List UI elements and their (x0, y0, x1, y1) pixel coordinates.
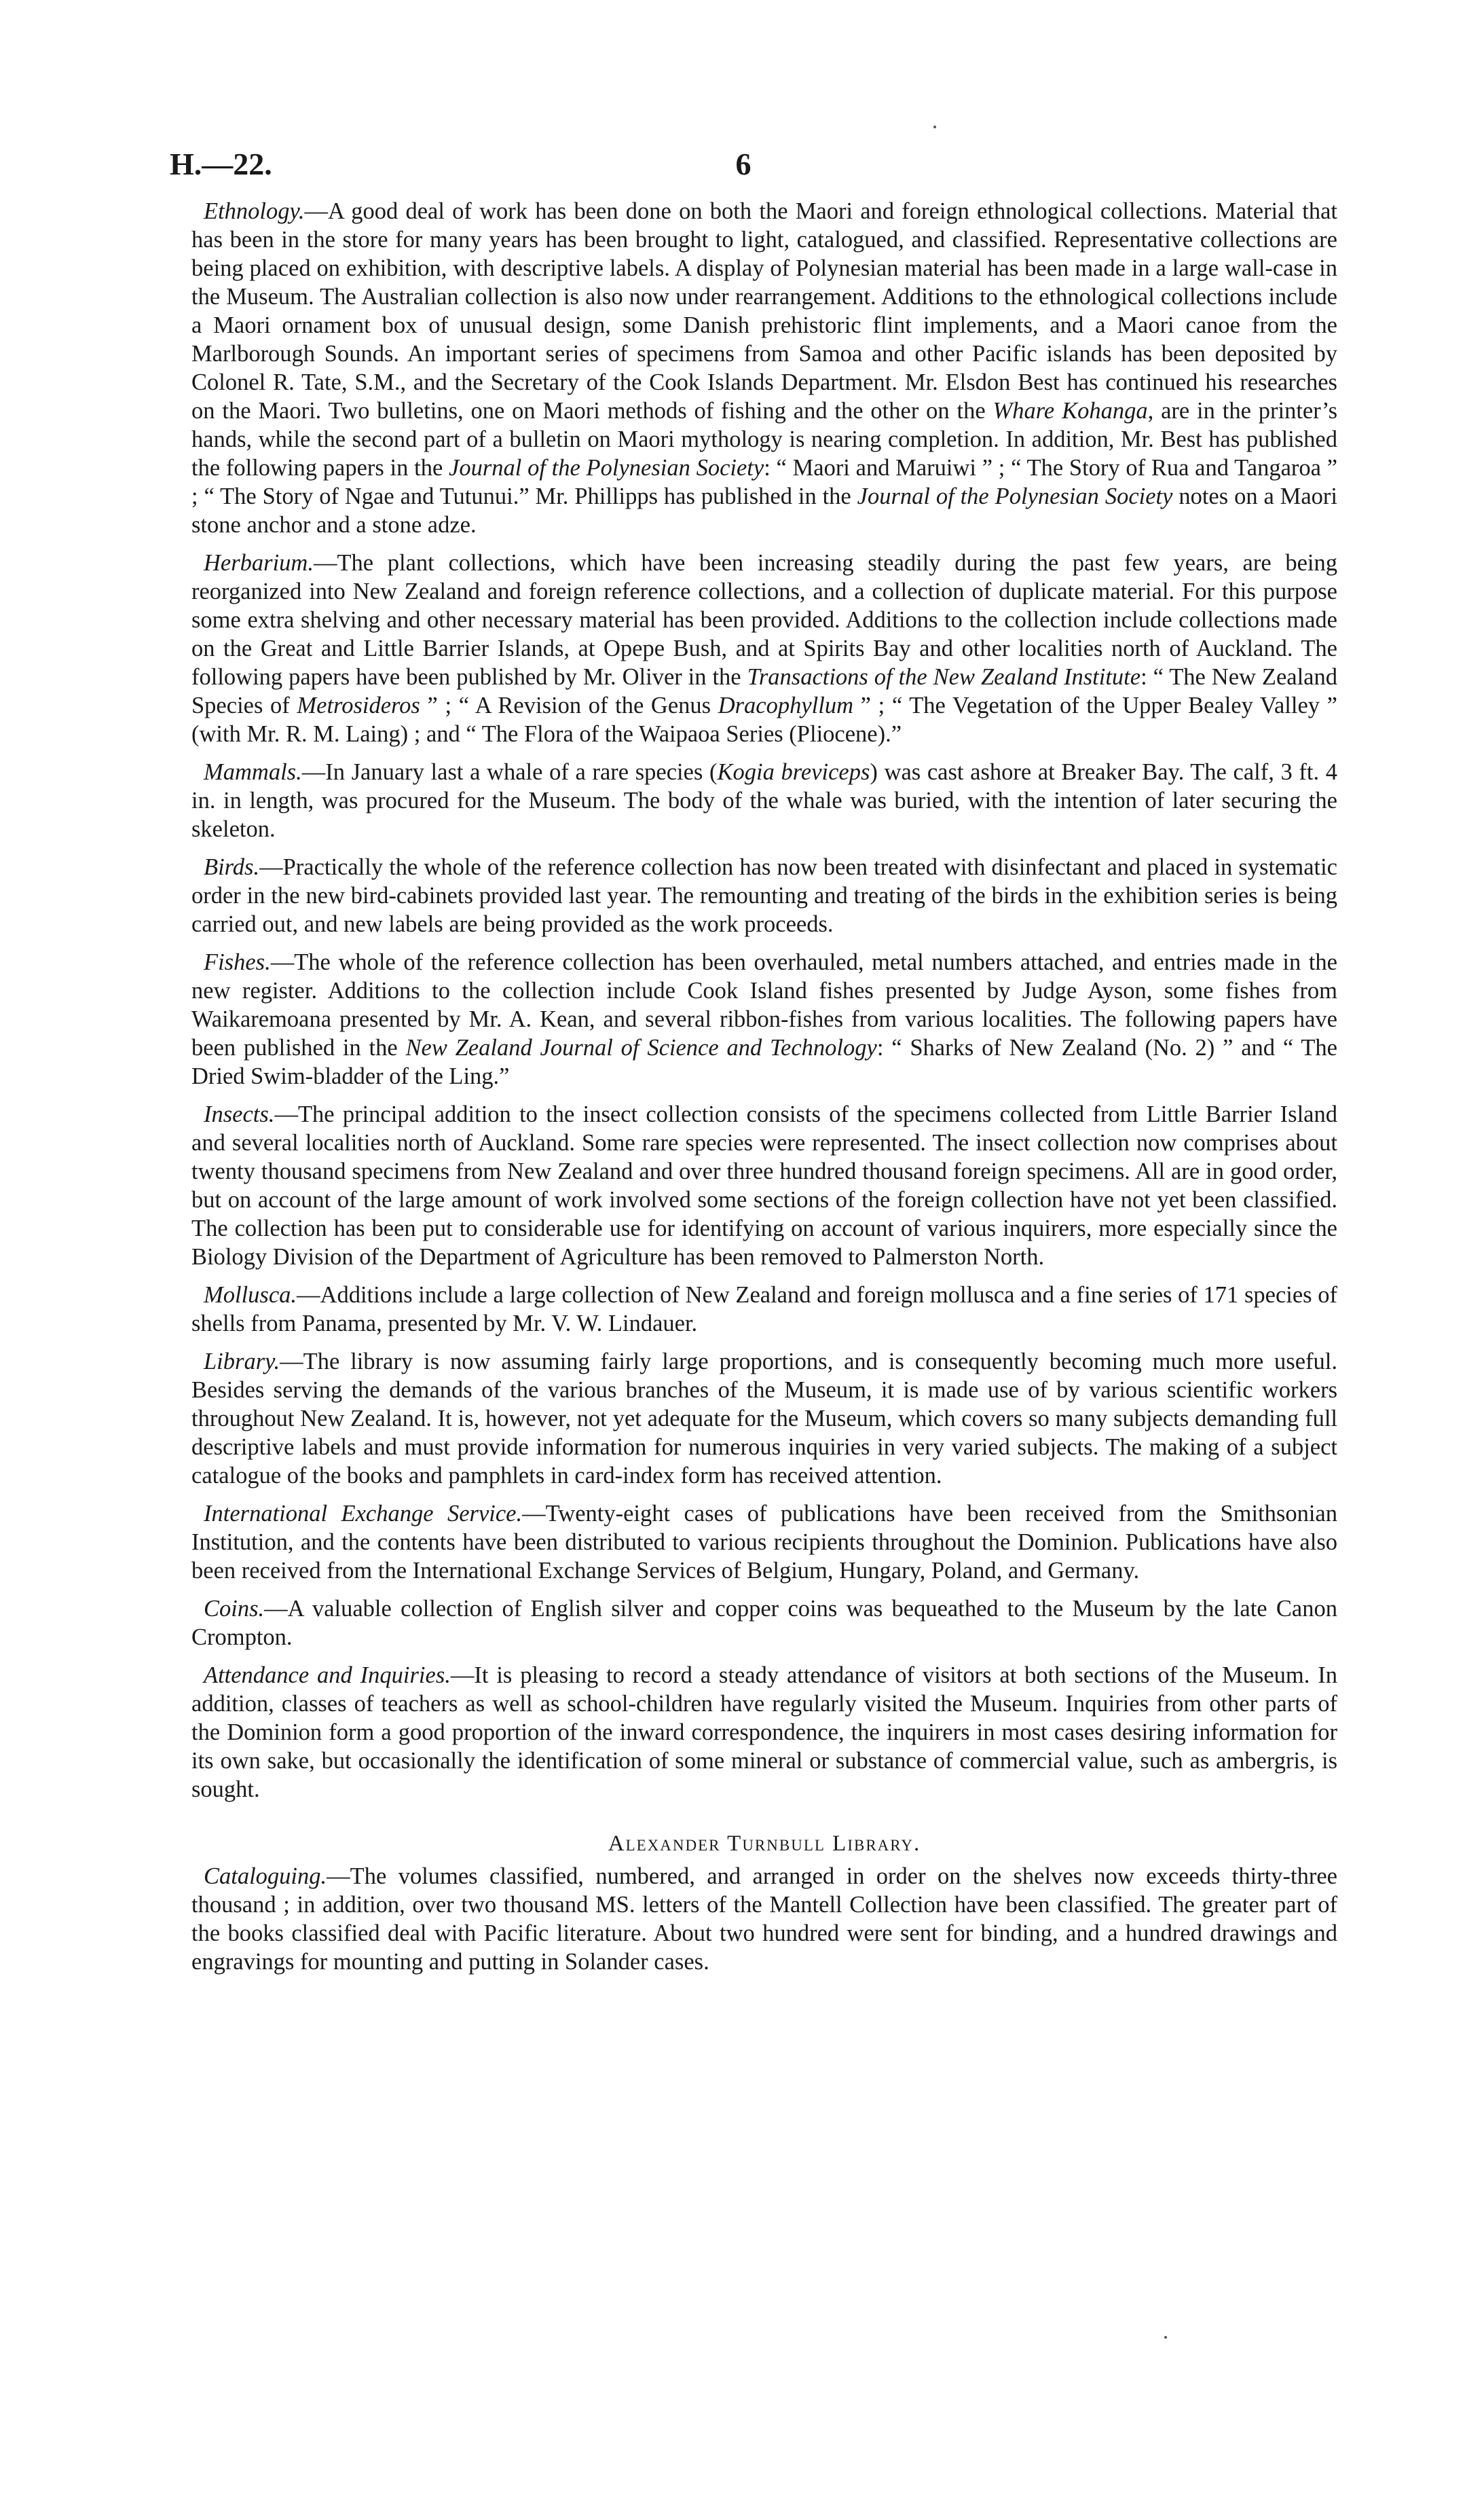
paragraph-text: —The principal addition to the insect collection consists of the specimens collected from Little Barrier Island and several localities north of Auckland. Some rare species were represented. The insect collection now comprises about twenty thousand specimens from New Zealand and over three hundred thousand foreign specimens. All are in good order, but on account of the large amount of work involved some sections of the foreign collection have not yet been classified. The collection has been put to considerable use for identifying on account of various inquirers, more especially since the Biology Division of the Department of Agriculture has been removed to Palmerston North. (191, 1101, 1337, 1270)
paragraph-text: —It is pleasing to record a steady attendance of visitors at both sections of the Museum. In addition, classes of teachers as well as school-children have regularly visited the Museum. Inquiries from other parts of the Dominion form a good proportion of the inward correspondence, the inquirers in most cases desiring information for its own sake, but occasionally the identification of some mineral or substance of commercial value, such as ambergris, is sought. (191, 1662, 1337, 1802)
paragraph-lead: Birds. (204, 854, 260, 880)
section-paragraph (191, 1594, 1337, 1651)
paragraph-text: —The whole of the reference collection has been overhauled, metal numbers attached, and entries made in the new register. Additions to the collection include Cook Island fishes presented by Judge Ayson, some fishes from Waikaremoana presented by Mr. A. Kean, and several ribbon-fishes from various localities. The following papers have been published in the (191, 949, 1337, 1061)
paragraph-text: —Practically the whole of the reference collection has now been treated with disinfectant and placed in systematic order in the new bird-cabinets provided last year. The remounting and treating of the birds in the exhibition series is being carried out, and new labels are being provided as the work proceeds. (191, 854, 1337, 937)
paragraph-lead: Cataloguing. (204, 1863, 327, 1889)
section-paragraph (191, 758, 1337, 843)
paragraph-text: , are in the printer’s hands, while the second part of a bulletin on Maori mythology is nearing completion. In addition, Mr. Best has published the following papers in the (191, 398, 1338, 481)
paragraph-lead: Attendance and Inquiries. (204, 1662, 451, 1688)
italic-text: Kogia breviceps (717, 759, 870, 785)
scan-speck (933, 126, 936, 128)
paragraph-text: —The volumes classified, numbered, and arranged in order on the shelves now exceeds thirty-three thousand ; in addition, over two thousand MS. letters of the Mantell Collection have been classified. The greater part of the books classified deal with Pacific literature. About two hundred were sent for binding, and a hundred drawings and engravings for mounting and putting in Solander cases. (191, 1863, 1337, 1975)
paragraph-lead: Herbarium. (204, 550, 314, 576)
section-paragraph (191, 1100, 1337, 1271)
paragraph-text: —Additions include a large collection of New Zealand and foreign mollusca and a fine series of 171 species of shells from Panama, presented by Mr. V. W. Lindauer. (191, 1282, 1337, 1336)
italic-text: Dracophyllum (718, 693, 854, 718)
paragraph-text: notes on a Maori stone anchor and a stone adze. (191, 483, 1337, 538)
paragraph-lead: Fishes. (204, 949, 271, 975)
paragraph-text: —A valuable collection of English silver and copper coins was bequeathed to the Museum by the late Canon Crompton. (191, 1596, 1337, 1650)
paragraph-text: ” ; “ A Revision of the Genus (420, 693, 718, 718)
paragraph-text: —The plant collections, which have been increasing steadily during the past few years, are being reorganized into New Zealand and foreign reference collections, and a collection of duplicate material. For this purpose some extra shelving and other necessary material has been provided. Additions to the collection include collections made on the Great and Little Barrier Islands, at Opepe Bush, and at Spirits Bay and other localities north of Auckland. The following papers have been published by Mr. Oliver in the (191, 550, 1337, 690)
section-paragraph (191, 1499, 1337, 1585)
section-paragraph (191, 948, 1337, 1091)
paragraph-lead: Mollusca. (204, 1282, 297, 1308)
paragraph-lead: Ethnology. (204, 198, 305, 224)
italic-text: Metrosideros (297, 693, 420, 718)
paragraph-text: —A good deal of work has been done on both the Maori and foreign ethnological collections. Material that has been in the store for many years has been brought to light, catalogued, and classified. Representative collections are being placed on exhibition, with descriptive labels. A display of Polynesian material has been made in a large wall-case in the Museum. The Australian collection is also now under rearrangement. Additions to the ethnological collections include a Maori ornament box of unusual design, some Danish prehistoric flint implements, and a Maori canoe from the Marlborough Sounds. An important series of specimens from Samoa and other Pacific islands has been deposited by Colonel R. Tate, S.M., and the Secretary of the Cook Islands Department. Mr. Elsdon Best has continued his researches on the Maori. Two bulletins, one on Maori methods of fishing and the other on the (191, 198, 1337, 424)
paragraph-text: ) was cast ashore at Breaker Bay. The calf, 3 ft. 4 in. in length, was procured for the Museum. The body of the whale was buried, with the intention of later securing the skeleton. (191, 759, 1337, 842)
italic-text: Transactions of the New Zealand Institute (747, 664, 1141, 690)
italic-text: Whare Kohanga (993, 398, 1148, 424)
paragraph-lead: International Exchange Service. (204, 1501, 523, 1527)
section-paragraph (191, 197, 1337, 539)
section-paragraph (191, 1281, 1337, 1338)
section-paragraph (191, 853, 1337, 938)
italic-text: Journal of the Polynesian Society (857, 483, 1173, 509)
section-paragraph (191, 1347, 1337, 1490)
cataloguing-paragraph (191, 1862, 1337, 1976)
paragraph-lead: Mammals. (204, 759, 302, 785)
paragraph-text: ” ; “ The Vegetation of the Upper Bealey Valley ” (with Mr. R. M. Laing) ; and “ The Flora of the Waipaoa Series (Pliocene).” (191, 693, 1337, 747)
italic-text: New Zealand Journal of Science and Technology (405, 1035, 877, 1061)
paragraph-text: —The library is now assuming fairly large proportions, and is consequently becoming much more useful. Besides serving the demands of the various branches of the Museum, it is made use of by various scientific workers throughout New Zealand. It is, however, not yet adequate for the Museum, which covers so many subjects demanding full descriptive labels and must provide information for numerous inquiries in very varied subjects. The making of a subject catalogue of the books and pamphlets in card-index form has received attention. (191, 1349, 1337, 1488)
section-heading: Alexander Turnbull Library. (608, 1831, 921, 1856)
paragraph-text: —Twenty-eight cases of publications have been received from the Smithsonian Institution, and the contents have been distributed to various recipients throughout the Dominion. Publications have also been received from the International Exchange Services of Belgium, Hungary, Poland, and Germany. (191, 1501, 1337, 1584)
document-body (191, 197, 1337, 1986)
italic-text: Journal of the Polynesian Society (449, 455, 764, 481)
paragraph-text: : “ Maori and Maruiwi ” ; “ The Story of Rua and Tangaroa ” ; “ The Story of Ngae and Tutunui.” Mr. Phillipps has published in the (191, 455, 1338, 509)
section-paragraph (191, 549, 1337, 748)
paragraph-text: : “ Sharks of New Zealand (No. 2) ” and “ The Dried Swim-bladder of the Ling.” (191, 1035, 1337, 1089)
page-number: 6 (735, 147, 752, 181)
paragraph-lead: Coins. (204, 1596, 265, 1622)
paragraph-lead: Library. (204, 1349, 280, 1374)
paragraph-text: : “ The New Zealand Species of (191, 664, 1337, 718)
paragraph-lead: Insects. (204, 1101, 275, 1127)
page-header (170, 132, 1317, 194)
document-code: H.—22. (170, 147, 272, 181)
scan-speck (1164, 2336, 1167, 2339)
paragraph-text: —In January last a whale of a rare species ( (301, 759, 718, 785)
section-paragraph (191, 1661, 1337, 1804)
